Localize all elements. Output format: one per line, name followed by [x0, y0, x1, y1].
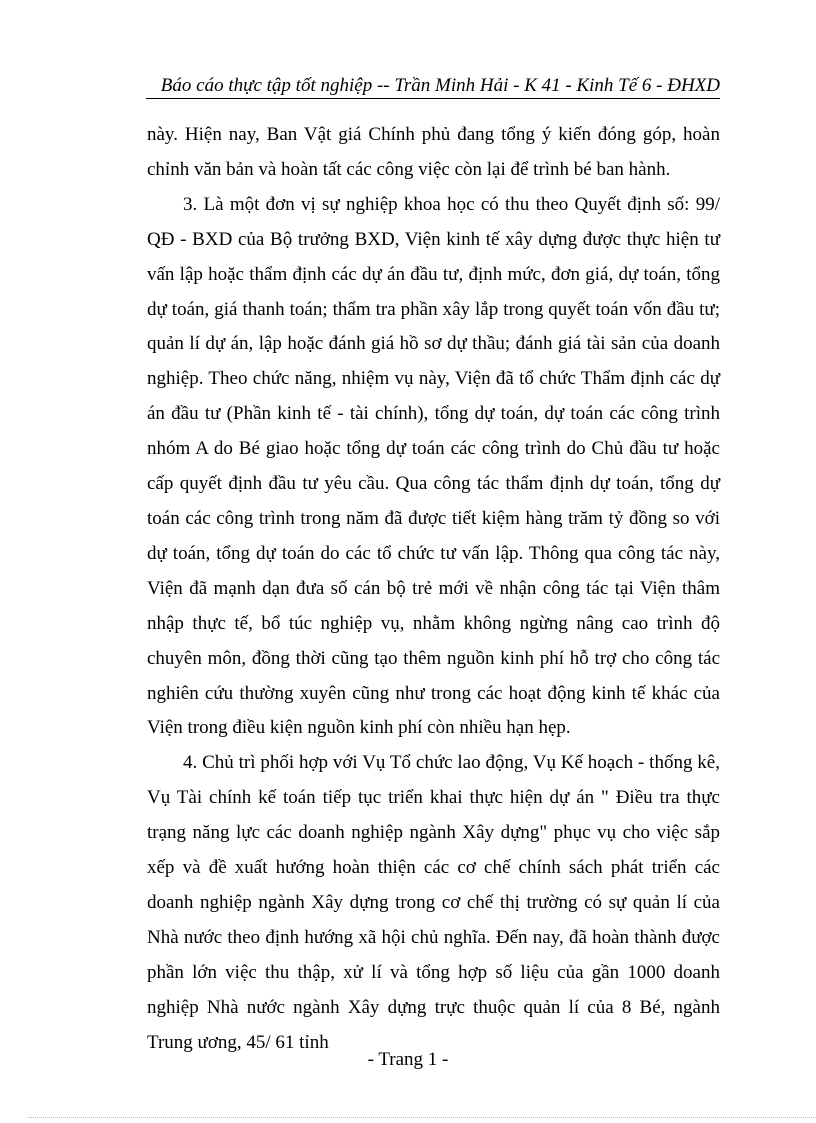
page-number: - Trang 1 -: [367, 1049, 449, 1070]
page-edge-divider: [28, 1117, 816, 1118]
body-text: [147, 118, 720, 1060]
paragraph-continuation: này. Hiện nay, Ban Vật giá Chính phủ đang tổng ý kiến đóng góp, hoàn chỉnh văn bản và hoàn tất các công việc còn lại để trình bé ban hành.: [147, 124, 720, 180]
running-header: Báo cáo thực tập tốt nghiệp -- Trần Minh Hải - K 41 - Kinh Tế 6 - ĐHXD: [146, 74, 720, 99]
paragraph-item-4: 4. Chủ trì phối hợp với Vụ Tổ chức lao động, Vụ Kế hoạch - thống kê, Vụ Tài chính kế toán tiếp tục triển khai thực hiện dự án " Điều tra thực trạng năng lực các doanh nghiệp ngành Xây dựng" phục vụ cho việc sắp xếp và đề xuất hướng hoàn thiện các cơ chế chính sách phát triển các doanh nghiệp ngành Xây dựng trong cơ chế thị trường có sự quản lí của Nhà nước theo định hướng xã hội chủ nghĩa. Đến nay, đã hoàn thành được phần lớn việc thu thập, xử lí và tổng hợp số liệu của gần 1000 doanh nghiệp Nhà nước ngành Xây dựng trực thuộc quản lí của 8 Bé, ngành Trung ương, 45/ 61 tỉnh: [147, 752, 720, 1053]
paragraph-item-3: 3. Là một đơn vị sự nghiệp khoa học có thu theo Quyết định số: 99/ QĐ - BXD của Bộ trưởng BXD, Viện kinh tế xây dựng được thực hiện tư vấn lập hoặc thẩm định các dự án đầu tư, định mức, đơn giá, dự toán, tổng dự toán, giá thanh toán; thẩm tra phần xây lắp trong quyết toán vốn đầu tư; quản lí dự án, lập hoặc đánh giá hồ sơ dự thầu; đánh giá tài sản của doanh nghiệp. Theo chức năng, nhiệm vụ này, Viện đã tổ chức Thẩm định các dự án đầu tư (Phần kinh tế - tài chính), tổng dự toán, dự toán các công trình nhóm A do Bé giao hoặc tổng dự toán các công trình do Chủ đầu tư hoặc cấp quyết định đầu tư yêu cầu. Qua công tác thẩm định dự toán, tổng dự toán các công trình trong năm đã được tiết kiệm hàng trăm tỷ đồng so với dự toán, tổng dự toán do các tổ chức tư vấn lập. Thông qua công tác này, Viện đã mạnh dạn đưa số cán bộ trẻ mới về nhận công tác tại Viện thâm nhập thực tế, bổ túc nghiệp vụ, nhằm không ngừng nâng cao trình độ chuyên môn, đồng thời cũng tạo thêm nguồn kinh phí hỗ trợ cho công tác nghiên cứu thường xuyên cũng như trong các hoạt động kinh tế khác của Viện trong điều kiện nguồn kinh phí còn nhiều hạn hẹp.: [147, 193, 720, 739]
